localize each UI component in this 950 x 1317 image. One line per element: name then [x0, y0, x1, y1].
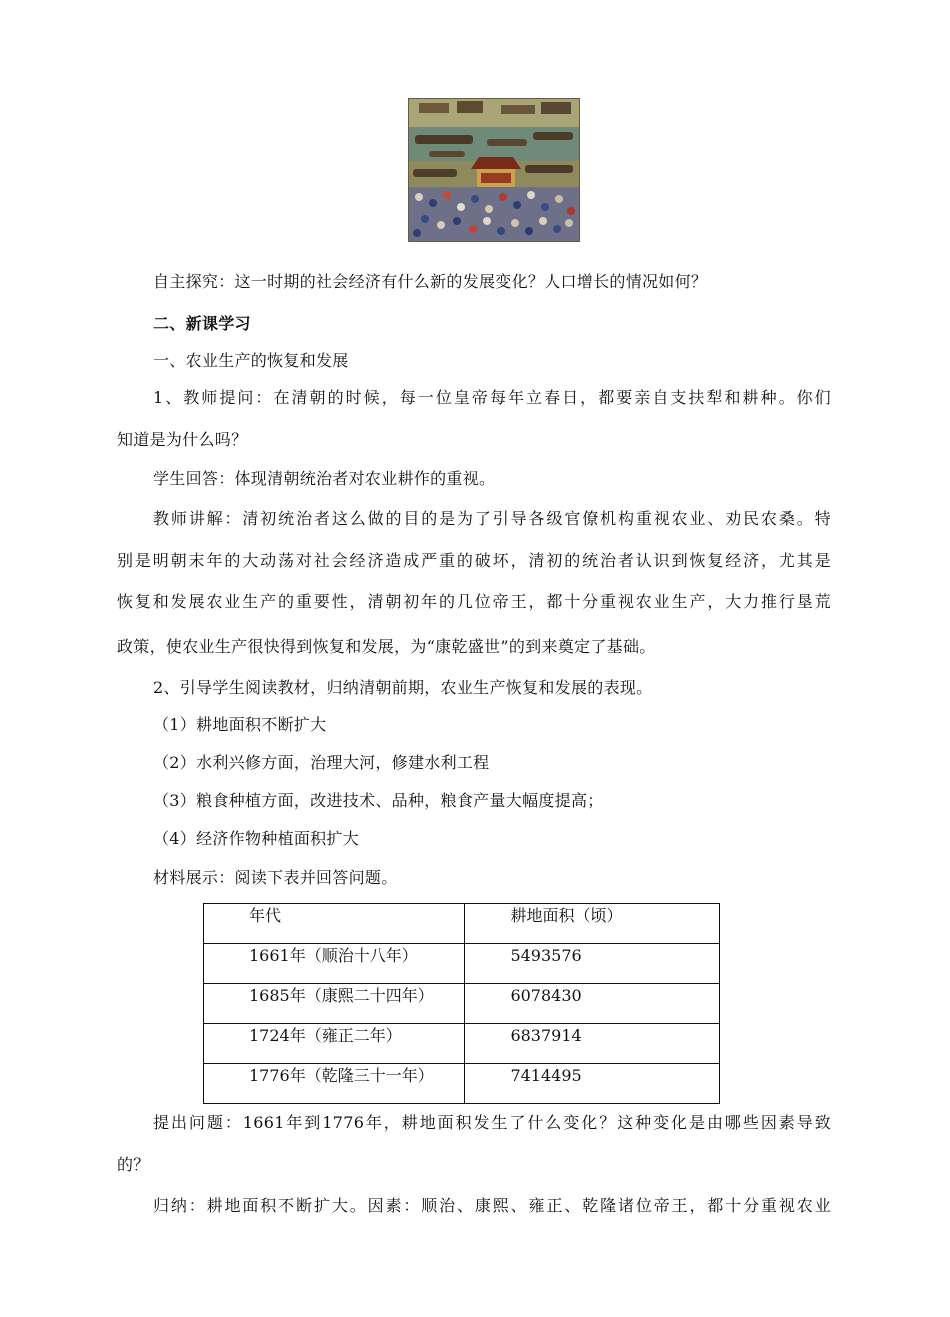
- table-cell-area: 7414495: [465, 1064, 720, 1104]
- teacher-explanation-line-1: 教师讲解：清初统治者这么做的目的是为了引导各级官僚机构重视农业、劝民农桑。特: [153, 509, 831, 528]
- table-header-row: [204, 904, 720, 944]
- table-cell-area: 6837914: [465, 1024, 720, 1064]
- table-cell-year: 1724年（雍正二年）: [204, 1024, 465, 1064]
- table-cell-year: 1685年（康熙二十四年）: [204, 984, 465, 1024]
- point-item: （1）耕地面积不断扩大: [153, 715, 327, 734]
- inquiry-prompt: 自主探究：这一时期的社会经济有什么新的发展变化？人口增长的情况如何？: [153, 272, 708, 291]
- student-answer: 学生回答：体现清朝统治者对农业耕作的重视。: [153, 469, 496, 488]
- table-cell-area: 5493576: [465, 944, 720, 984]
- qing-painting-image: [408, 98, 580, 242]
- section-heading: 二、新课学习: [153, 314, 251, 333]
- table-row: [204, 944, 720, 984]
- table-header-cell: 耕地面积（顷）: [465, 904, 720, 944]
- summary-line-1: 归纳：耕地面积不断扩大。因素：顺治、康熙、雍正、乾隆诸位帝王，都十分重视农业: [153, 1196, 831, 1215]
- point-item: （4）经济作物种植面积扩大: [153, 829, 360, 848]
- followup-question-line-1: 提出问题：1661年到1776年，耕地面积发生了什么变化？这种变化是由哪些因素导致: [153, 1113, 831, 1132]
- table-row: [204, 1024, 720, 1064]
- table-row: [204, 984, 720, 1024]
- subsection-heading: 一、农业生产的恢复和发展: [153, 351, 349, 370]
- point-item: （3）粮食种植方面，改进技术、品种，粮食产量大幅度提高；: [153, 791, 604, 810]
- table-header-cell: 年代: [204, 904, 465, 944]
- table-cell-year: 1776年（乾隆三十一年）: [204, 1064, 465, 1104]
- teacher-explanation-line-4: 政策，使农业生产很快得到恢复和发展，为“康乾盛世”的到来奠定了基础。: [117, 637, 656, 656]
- table-cell-area: 6078430: [465, 984, 720, 1024]
- teacher-question-line-1: 1、教师提问：在清朝的时候，每一位皇帝每年立春日，都要亲自支扶犁和耕种。你们: [153, 388, 831, 407]
- followup-question-line-2: 的？: [117, 1155, 150, 1174]
- guide-reading: 2、引导学生阅读教材，归纳清朝前期，农业生产恢复和发展的表现。: [153, 678, 653, 697]
- table-row: [204, 1064, 720, 1104]
- farmland-table: [203, 903, 720, 1104]
- teacher-explanation-line-3: 恢复和发展农业生产的重要性，清朝初年的几位帝王，都十分重视农业生产，大力推行垦荒: [117, 592, 831, 611]
- teacher-question-line-2: 知道是为什么吗？: [117, 430, 248, 449]
- table-cell-year: 1661年（顺治十八年）: [204, 944, 465, 984]
- teacher-explanation-line-2: 别是明朝末年的大动荡对社会经济造成严重的破坏，清初的统治者认识到恢复经济，尤其是: [117, 551, 831, 570]
- material-intro: 材料展示：阅读下表并回答问题。: [153, 868, 398, 887]
- point-item: （2）水利兴修方面，治理大河，修建水利工程: [153, 753, 490, 772]
